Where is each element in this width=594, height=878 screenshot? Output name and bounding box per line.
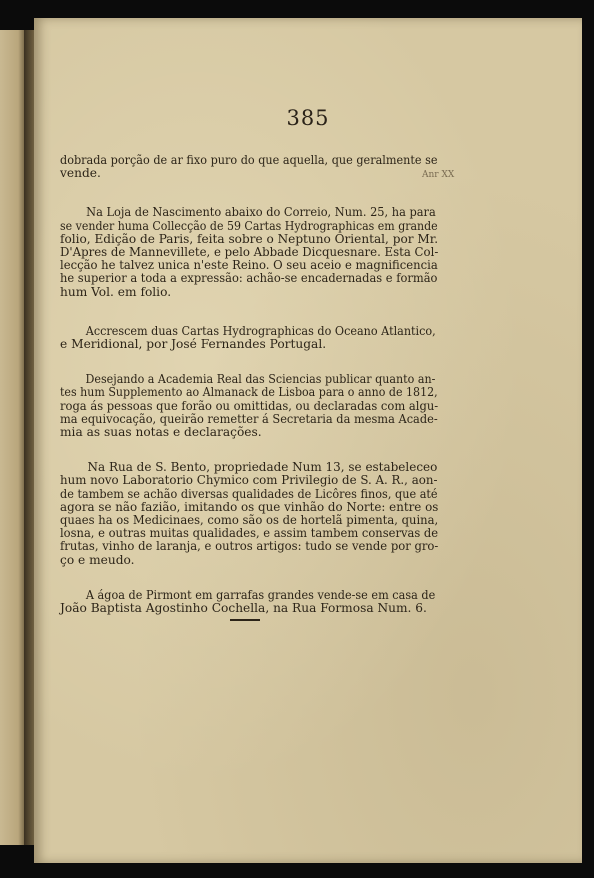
paragraph-laboratorio-chymico [60, 461, 438, 567]
text-line: ma equivocação, queirão remetter á Secretaria da mesma Acade- [60, 411, 438, 426]
text-line: folio, Edição de Paris, feita sobre o Neptuno Oriental, por Mr. [60, 231, 439, 246]
text-line: he superior a toda a expressão: achão-se encadernadas e formão [60, 271, 438, 286]
text-line: hum novo Laboratorio Chymico com Privilegio de S. A. R., aon- [60, 473, 438, 488]
text-line: lecção he talvez unica n'este Reino. O seu aceio e magnificencia [60, 258, 438, 273]
text-line: vende. [60, 166, 101, 181]
facing-page-edge [0, 30, 26, 845]
text-line: Accrescem duas Cartas Hydrographicas do Oceano Atlantico, [85, 323, 436, 338]
text-line: de tambem se achão diversas qualidades de Licôres finos, que até [60, 486, 438, 501]
text-line: quaes ha os Medicinaes, como são os de hortelã pimenta, quina, [60, 513, 439, 528]
margin-mark: Anr XX [422, 170, 455, 180]
book-page [34, 18, 582, 863]
text-line: losna, e outras muitas qualidades, e assim tambem conservas de [60, 526, 439, 541]
text-line: se vender huma Collecção de 59 Cartas Hydrographicas em grande [60, 218, 438, 233]
paragraph-cartas-hydrographicas [60, 206, 438, 298]
paragraph-agoa-de-pirmont [60, 589, 438, 615]
text-line: Na Rua de S. Bento, propriedade Num 13, se estabeleceo [87, 460, 438, 475]
text-line: A ágoa de Pirmont em garrafas grandes vende-se em casa de [85, 587, 436, 602]
text-line: Desejando a Academia Real das Sciencias publicar quanto an- [85, 372, 436, 387]
text-line: hum Vol. em folio. [60, 284, 172, 299]
text-line: agora se não fazião, imitando os que vinhão do Norte: entre os [60, 499, 439, 514]
page-body [60, 154, 438, 615]
text-line: frutas, vinho de laranja, e outros artigos: tudo se vende por gro- [60, 539, 439, 554]
text-line: Na Loja de Nascimento abaixo do Correio, Num. 25, ha para [86, 205, 436, 220]
closing-rule [230, 619, 260, 621]
text-line: ço e meudo. [60, 552, 135, 567]
text-line: e Meridional, por José Fernandes Portugal. [60, 337, 327, 352]
paragraph-accrescem [60, 325, 438, 351]
text-line: João Baptista Agostinho Cochella, na Rua Formosa Num. 6. [60, 601, 427, 616]
paragraph-academia-real [60, 373, 438, 439]
text-line: mia as suas notas e declarações. [60, 425, 262, 440]
paragraph-continuation [60, 154, 438, 180]
page-number: 385 [286, 106, 330, 130]
text-line: tes hum Supplemento ao Almanack de Lisboa para o anno de 1812, [60, 385, 438, 400]
text-line: roga ás pessoas que forão ou omittidas, ou declaradas com algu- [60, 398, 439, 413]
text-line: dobrada porção de ar fixo puro do que aquella, que geralmente se [60, 153, 438, 167]
text-line: D'Apres de Mannevillete, e pelo Abbade Dicquesnare. Esta Col- [60, 245, 439, 260]
